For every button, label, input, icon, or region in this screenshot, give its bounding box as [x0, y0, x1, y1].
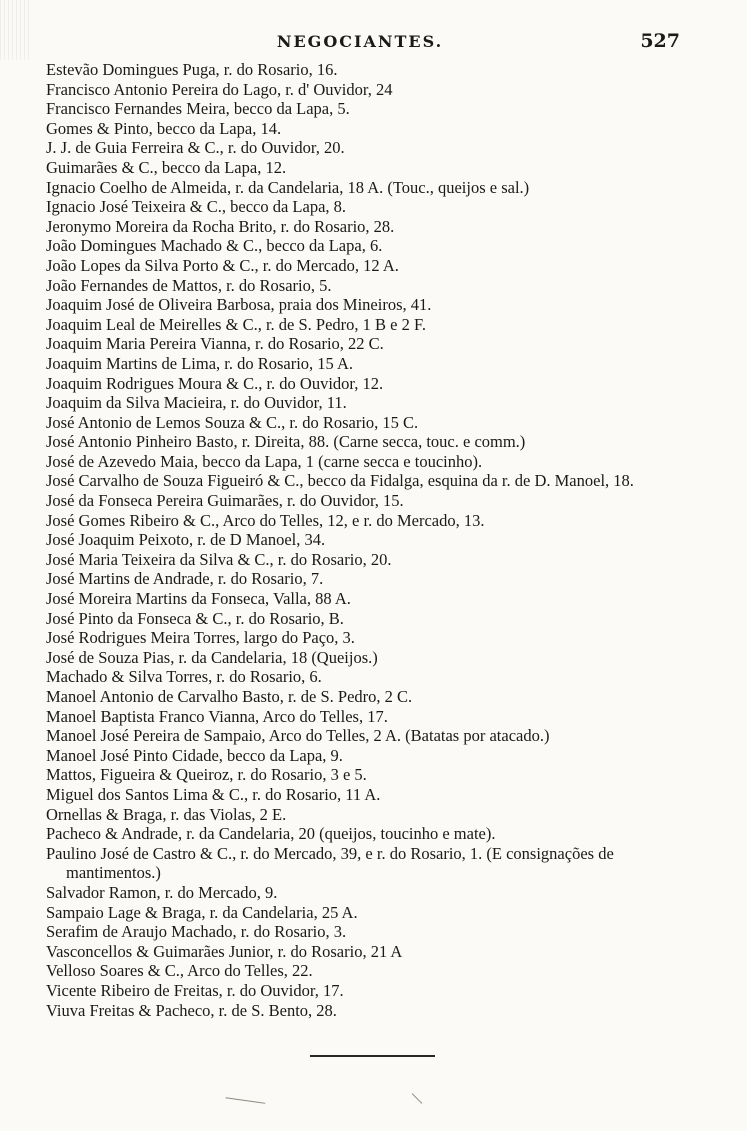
merchant-entry: Salvador Ramon, r. do Mercado, 9. [46, 882, 278, 902]
merchant-entry: Ignacio José Teixeira & C., becco da Lapa, 8. [46, 197, 347, 217]
merchant-list [40, 60, 690, 1020]
section-title: NEGOCIANTES. [276, 32, 444, 51]
merchant-entry: João Fernandes de Mattos, r. do Rosario, 5. [46, 275, 332, 295]
merchant-entry: Ignacio Coelho de Almeida, r. da Candelaria, 18 A. (Touc., queijos e sal.) [46, 177, 530, 197]
merchant-entry: Joaquim José de Oliveira Barbosa, praia dos Mineiros, 41. [46, 295, 432, 315]
margin-bleed-decoration [0, 0, 30, 60]
merchant-entry: José Moreira Martins da Fonseca, Valla, 88 A. [46, 589, 351, 609]
merchant-entry: José Antonio de Lemos Souza & C., r. do Rosario, 15 C. [46, 412, 419, 432]
merchant-entry: J. J. de Guia Ferreira & C., r. do Ouvidor, 20. [46, 138, 345, 158]
merchant-entry: José Gomes Ribeiro & C., Arco do Telles, 12, e r. do Mercado, 13. [46, 510, 485, 530]
merchant-entry: Sampaio Lage & Braga, r. da Candelaria, 25 A. [46, 902, 358, 922]
merchant-entry: Manoel Antonio de Carvalho Basto, r. de S. Pedro, 2 C. [46, 687, 413, 706]
merchant-entry: José Pinto da Fonseca & C., r. do Rosario, B. [46, 608, 344, 628]
merchant-entry: José Martins de Andrade, r. do Rosario, 7. [46, 569, 324, 589]
merchant-entry: Gomes & Pinto, becco da Lapa, 14. [46, 118, 282, 138]
ink-mark-decoration [225, 1097, 266, 1109]
merchant-entry: Miguel dos Santos Lima & C., r. do Rosario, 11 A. [46, 784, 381, 804]
merchant-entry: Ornellas & Braga, r. das Violas, 2 E. [46, 804, 287, 824]
merchant-entry: Francisco Antonio Pereira do Lago, r. d' Ouvidor, 24 [46, 79, 393, 99]
merchant-entry: Guimarães & C., becco da Lapa, 12. [46, 157, 287, 177]
merchant-entry: Manoel José Pereira de Sampaio, Arco do Telles, 2 A. (Batatas por atacado.) [46, 726, 550, 746]
merchant-entry: Paulino José de Castro & C., r. do Mercado, 39, e r. do Rosario, 1. (E consignações de mantimentos.) [46, 843, 614, 883]
merchant-entry: Manoel José Pinto Cidade, becco da Lapa, 9. [46, 745, 343, 765]
merchant-entry: Joaquim Martins de Lima, r. do Rosario, 15 A. [46, 353, 354, 373]
merchant-entry: José Rodrigues Meira Torres, largo do Paço, 3. [46, 628, 355, 648]
merchant-entry: Joaquim Leal de Meirelles & C., r. de S. Pedro, 1 B e 2 F. [46, 314, 426, 334]
merchant-entry: José Maria Teixeira da Silva & C., r. do Rosario, 20. [46, 549, 392, 569]
merchant-entry: Joaquim da Silva Macieira, r. do Ouvidor, 11. [46, 393, 347, 413]
merchant-entry: Francisco Fernandes Meira, becco da Lapa, 5. [46, 99, 350, 119]
merchant-entry: José de Souza Pias, r. da Candelaria, 18 (Queijos.) [46, 647, 378, 667]
merchant-entry: Velloso Soares & C., Arco do Telles, 22. [46, 961, 313, 981]
merchant-entry: Machado & Silva Torres, r. do Rosario, 6. [46, 667, 322, 687]
merchant-entry: Estevão Domingues Puga, r. do Rosario, 16. [46, 60, 338, 79]
merchant-entry: Viuva Freitas & Pacheco, r. de S. Bento, 28. [46, 1000, 337, 1020]
end-rule-divider [310, 1055, 435, 1057]
merchant-entry: José Antonio Pinheiro Basto, r. Direita, 88. (Carne secca, touc. e comm.) [46, 432, 526, 452]
merchant-entry: Joaquim Maria Pereira Vianna, r. do Rosario, 22 C. [46, 334, 384, 354]
merchant-entry: Serafim de Araujo Machado, r. do Rosario, 3. [46, 922, 347, 942]
merchant-entry: José Joaquim Peixoto, r. de D Manoel, 34. [46, 530, 326, 550]
merchant-entry: Vicente Ribeiro de Freitas, r. do Ouvidor, 17. [46, 980, 344, 1000]
page-header [40, 30, 680, 60]
ink-tick-decoration [412, 1093, 423, 1104]
merchant-entry: José de Azevedo Maia, becco da Lapa, 1 (carne secca e toucinho). [46, 451, 483, 471]
merchant-entry: João Domingues Machado & C., becco da Lapa, 6. [46, 236, 383, 256]
merchant-entry: João Lopes da Silva Porto & C., r. do Mercado, 12 A. [46, 255, 399, 275]
page-number: 527 [640, 30, 680, 52]
merchant-entry: Jeronymo Moreira da Rocha Brito, r. do Rosario, 28. [46, 216, 395, 236]
merchant-entry: Manoel Baptista Franco Vianna, Arco do Telles, 17. [46, 706, 388, 726]
merchant-entry: Pacheco & Andrade, r. da Candelaria, 20 (queijos, toucinho e mate). [46, 824, 496, 844]
merchant-entry: Joaquim Rodrigues Moura & C., r. do Ouvidor, 12. [46, 373, 384, 393]
merchant-entry: Mattos, Figueira & Queiroz, r. do Rosario, 3 e 5. [46, 765, 367, 785]
merchant-entry: José da Fonseca Pereira Guimarães, r. do Ouvidor, 15. [46, 491, 404, 511]
merchant-entry: Vasconcellos & Guimarães Junior, r. do Rosario, 21 A [46, 941, 403, 961]
merchant-entry: José Carvalho de Souza Figueiró & C., becco da Fidalga, esquina da r. de D. Manoel, 18. [46, 471, 634, 491]
